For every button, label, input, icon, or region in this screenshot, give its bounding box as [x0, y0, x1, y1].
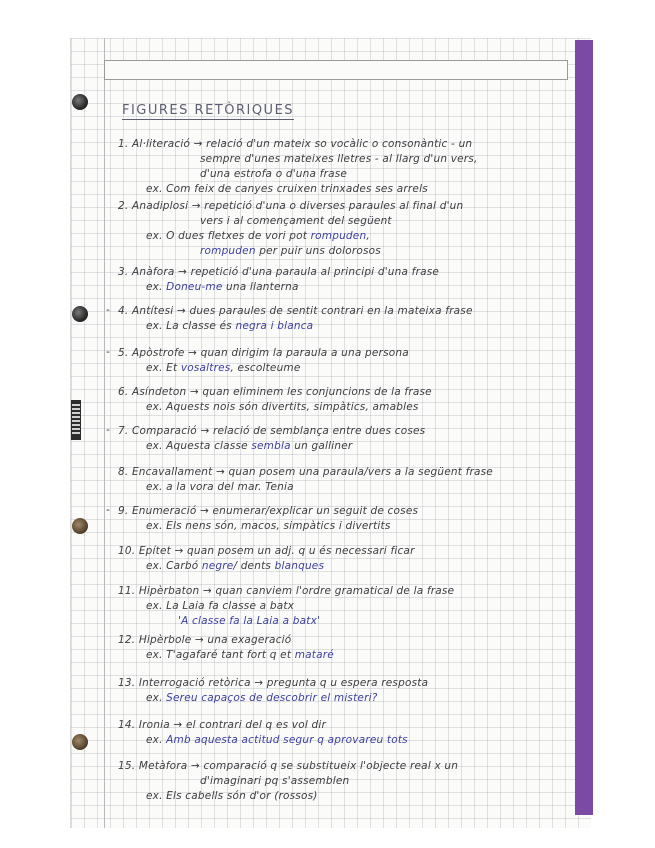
figure-note-line [146, 692, 378, 704]
figure-note-line [146, 734, 408, 746]
note-text: ex. La Laia fa classe a batx [146, 600, 295, 612]
figure-definition-line [118, 505, 418, 517]
figure-note-line [146, 790, 318, 802]
example-highlight: Sereu capaços de descobrir el misteri? [166, 692, 378, 704]
figure-note-line [146, 362, 301, 374]
note-text: , escolteume [230, 362, 301, 374]
figure-note-line [146, 649, 334, 661]
figure-definition-line [118, 634, 291, 646]
figure-note-line [146, 230, 370, 242]
example-highlight: mataré [294, 649, 334, 661]
item-dash-mark: - [106, 503, 110, 516]
note-text: ex. T'agafaré tant fort q et [146, 649, 295, 661]
example-highlight: Amb aquesta actitud segur q aprovareu tots [166, 734, 408, 746]
note-text: 15. Metàfora → comparació q se substitueix l'objecte real x un [118, 760, 459, 772]
item-dash-mark: - [106, 345, 110, 358]
figure-note-line [178, 615, 320, 627]
margin-line [104, 38, 105, 828]
example-highlight: Doneu-me [166, 281, 223, 293]
note-text: un galliner [290, 440, 353, 452]
note-text: ex. [146, 692, 167, 704]
note-text: 7. Comparació → relació de semblança entre dues coses [118, 425, 426, 437]
figure-definition-line [118, 425, 425, 437]
note-text: 12. Hipèrbole → una exageració [118, 634, 292, 646]
note-text: d'una estrofa o d'una frase [200, 168, 348, 180]
note-text: ex. [146, 734, 167, 746]
note-text: 6. Asíndeton → quan eliminem les conjuncions de la frase [118, 386, 432, 398]
item-dash-mark: - [106, 303, 110, 316]
binder-hole [72, 94, 88, 110]
example-highlight: vosaltres [180, 362, 231, 374]
figure-note-line [200, 245, 381, 257]
purple-edge-strip [575, 40, 593, 815]
example-highlight: sembla [251, 440, 291, 452]
figure-note-line [200, 153, 478, 165]
note-text: / dents [233, 560, 275, 572]
page-title: FIGURES RETÒRIQUES [122, 103, 295, 118]
figure-definition-line [118, 200, 463, 212]
figure-note-line [146, 401, 419, 413]
note-text: una llanterna [222, 281, 299, 293]
figure-definition-line [118, 585, 454, 597]
figure-note-line [200, 168, 347, 180]
figure-definition-line [118, 719, 326, 731]
note-text: 9. Enumeració → enumerar/explicar un seguit de coses [118, 505, 419, 517]
example-highlight: negra i blanca [235, 320, 314, 332]
brand-mark [71, 400, 81, 440]
note-text: sempre d'unes mateixes lletres - al llarg d'un vers, [200, 153, 478, 165]
figure-note-line [146, 440, 352, 452]
figure-note-line [200, 775, 349, 787]
note-text: ex. O dues fletxes de vori pot [146, 230, 311, 242]
note-text: 5. Apòstrofe → quan dirigim la paraula a una persona [118, 347, 409, 359]
figure-note-line [146, 481, 294, 493]
figure-note-line [200, 215, 392, 227]
note-text: d'imaginari pq s'assemblen [200, 775, 350, 787]
figure-note-line [146, 281, 299, 293]
note-text: per puir uns dolorosos [255, 245, 381, 257]
note-text: 11. Hipèrbaton → quan canviem l'ordre gramatical de la frase [118, 585, 455, 597]
note-text: vers i al començament del següent [200, 215, 392, 227]
figure-definition-line [118, 760, 458, 772]
example-highlight: rompuden [310, 230, 367, 242]
note-text: 2. Anadiplosi → repetició d'una o diverses paraules al final d'un [118, 200, 464, 212]
binder-hole [72, 518, 88, 534]
figure-note-line [146, 560, 324, 572]
example-highlight: 'A classe fa la Laia a batx' [178, 615, 321, 627]
note-text: 14. Ironia → el contrari del q es vol dir [118, 719, 327, 731]
note-text: ex. Et [146, 362, 181, 374]
figure-definition-line [118, 347, 409, 359]
header-box [104, 60, 568, 80]
note-text: ex. Aquesta classe [146, 440, 252, 452]
figure-definition-line [118, 305, 473, 317]
note-text: ex. Carbó [146, 560, 202, 572]
figure-note-line [146, 520, 391, 532]
figure-definition-line [118, 466, 493, 478]
note-text: ex. Aquests nois són divertits, simpàtics, amables [146, 401, 419, 413]
figure-note-line [146, 320, 313, 332]
binder-hole [72, 306, 88, 322]
note-text: 13. Interrogació retòrica → pregunta q u espera resposta [118, 677, 429, 689]
note-text: 4. Antítesi → dues paraules de sentit contrari en la mateixa frase [118, 305, 473, 317]
example-highlight: blanques [274, 560, 325, 572]
note-text: ex. Els cabells són d'or (rossos) [146, 790, 318, 802]
note-text: ex. a la vora del mar. Tenia [146, 481, 294, 493]
note-text: 3. Anàfora → repetició d'una paraula al principi d'una frase [118, 266, 440, 278]
note-text: ex. La classe és [146, 320, 236, 332]
example-highlight: rompuden [200, 245, 256, 257]
note-text: ex. Com feix de canyes cruixen trinxades ses arrels [146, 183, 428, 195]
note-text: , [366, 230, 370, 242]
figure-note-line [146, 183, 428, 195]
note-text: 10. Epítet → quan posem un adj. q u és necessari ficar [118, 545, 415, 557]
figure-definition-line [118, 545, 415, 557]
note-text: ex. Els nens són, macos, simpàtics i divertits [146, 520, 391, 532]
figure-definition-line [118, 677, 428, 689]
note-text: ex. [146, 281, 167, 293]
example-highlight: negre [201, 560, 234, 572]
figure-definition-line [118, 138, 472, 150]
figure-definition-line [118, 266, 439, 278]
binder-hole [72, 734, 88, 750]
note-text: 1. Al·literació → relació d'un mateix so vocàlic o consonàntic - un [118, 138, 473, 150]
figure-note-line [146, 600, 294, 612]
item-dash-mark: - [106, 423, 110, 436]
figure-definition-line [118, 386, 432, 398]
note-text: 8. Encavallament → quan posem una paraula/vers a la següent frase [118, 466, 493, 478]
